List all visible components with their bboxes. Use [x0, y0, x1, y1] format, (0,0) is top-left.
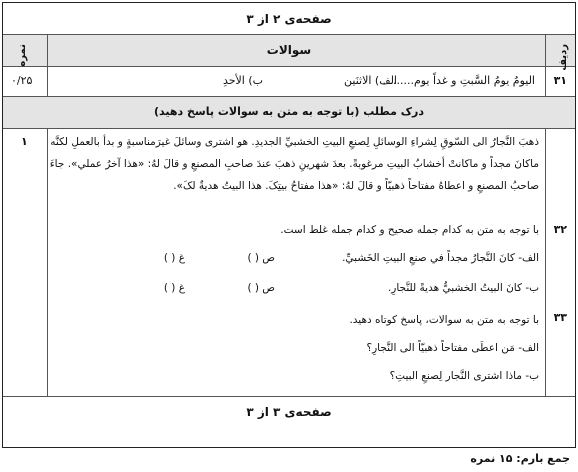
passage-score: ۱ — [21, 135, 28, 148]
option-a: الف) الاثنَين — [344, 74, 397, 87]
questions-column-header: سوالات — [266, 43, 312, 57]
true-option: ص ( ) — [247, 282, 275, 294]
exam-page — [2, 2, 576, 448]
question-number: ۳۱ — [553, 74, 567, 87]
score-column-header: نمره — [17, 44, 28, 67]
page-label: صفحه‌ی ۳ از ۳ — [246, 405, 332, 419]
section-title: درک مطلب (با توجه به متن به سوالات پاسخ دهید) — [154, 105, 424, 118]
question-33-b: ب- ماذا اشتری النَّجار لِصنعِ البیتِ؟ — [389, 370, 539, 382]
question-number: ۳۳ — [553, 311, 567, 324]
passage-line: صاحبُ المصنعِ و اعطاهُ مفتاحاً ذهبیّاً و قالَ لهُ: «هذا مفتاحُ بیتِکَ. هذا البیتُ هدیةٌ لکَ». — [173, 180, 539, 192]
true-option: ص ( ) — [247, 252, 275, 264]
passage-line: ماکانَ مجداً و ماکانتْ أخشابُ البیتِ مرغوبةً. بعدَ شهرینِ ذهبَ عندَ صاحبِ المصنعِ و قالَ لهُ: «هذا آخرُ عملي». جاءَ — [49, 158, 539, 170]
passage-line: ذهبَ النَّجارُ الی السّوقِ لِشراءِ الوسائلِ لِصنعِ البیتِ الخشبيِّ الجدیدِ. هو اشتری وسائلَ غیرَمناسبةٍ و بدأ بالعملِ لکنَّه — [50, 136, 539, 148]
question-score: ۰/۲۵ — [11, 74, 33, 87]
row-column-header: ردیف — [558, 44, 569, 71]
question-number: ۳۲ — [553, 223, 567, 236]
question-32-a: الف- کانَ النَّجارُ مجداً في صنعِ البیتِ الخَشبيِّ. — [342, 252, 539, 264]
false-option: غ ( ) — [163, 282, 185, 294]
question-33-a: الف- مَن اعطَی مفتاحاً ذهبیّاً الی النَّجارِ؟ — [366, 342, 539, 354]
question-31-row — [3, 67, 575, 97]
question-33-prompt: با توجه به متن به سوالات، پاسخ کوتاه دهید. — [349, 314, 539, 326]
column-header-row — [3, 35, 575, 71]
question-32-prompt: با توجه به متن به کدام جمله صحیح و کدام جمله غلط است. — [280, 224, 539, 236]
option-b: ب) الأحدِ — [222, 74, 263, 87]
question-32-b: ب- کانَ البیتُ الخشبيُّ هدیةً للنَّجارِ. — [387, 282, 539, 294]
page-label: صفحه‌ی ۲ از ۳ — [246, 11, 332, 26]
reading-block — [3, 129, 575, 397]
section-row — [3, 97, 575, 129]
false-option: غ ( ) — [163, 252, 185, 264]
page-header — [3, 3, 575, 35]
total-score: جمع بارم: ۱۵ نمره — [470, 452, 570, 465]
page-footer — [3, 397, 575, 427]
question-31-text: اليومُ يومُ السَّبتِ و غداً يوم......... — [382, 74, 535, 87]
